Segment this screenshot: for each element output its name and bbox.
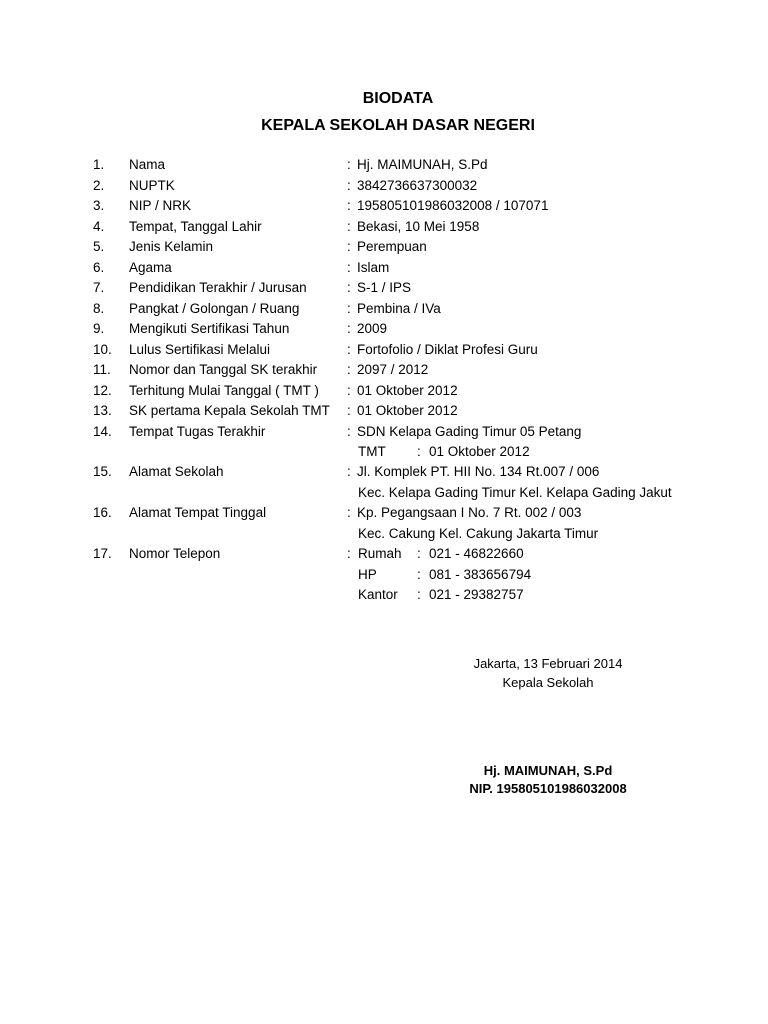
item-value: 2097 / 2012 — [357, 362, 429, 377]
item-number: 2. — [93, 177, 105, 193]
item-label: NUPTK — [129, 177, 175, 193]
item-value: 3842736637300032 — [357, 177, 478, 193]
item-number: 17. — [93, 546, 112, 561]
tmt-colon: : — [417, 444, 421, 459]
item-number: 10. — [93, 341, 112, 357]
item-label: Nama — [129, 157, 166, 172]
item-label: Alamat Tempat Tinggal — [129, 505, 267, 520]
item-label: Nomor dan Tanggal SK terakhir — [129, 362, 318, 377]
phone-colon: : — [417, 566, 421, 582]
item-value-line2: Kec. Cakung Kel. Cakung Jakarta Timur — [358, 525, 599, 541]
item-number: 15. — [93, 464, 112, 479]
item-label: NIP / NRK — [129, 198, 192, 213]
item-number: 11. — [93, 362, 111, 377]
item-colon: : — [347, 198, 351, 213]
item-colon: : — [347, 177, 351, 193]
phone-label: Rumah — [358, 546, 402, 561]
item-number: 5. — [93, 239, 105, 254]
tmt-label: TMT — [358, 444, 386, 459]
item-number: 16. — [93, 505, 112, 520]
item-number: 12. — [93, 382, 112, 398]
signature-role: Kepala Sekolah — [502, 675, 594, 690]
phone-label: Kantor — [358, 587, 398, 602]
tmt-value: 01 Oktober 2012 — [429, 444, 530, 459]
item-label: Tempat, Tanggal Lahir — [129, 218, 262, 234]
signature-nip: NIP. 195805101986032008 — [469, 781, 627, 796]
item-label: Terhitung Mulai Tanggal ( TMT ) — [129, 382, 319, 398]
item-value: 01 Oktober 2012 — [357, 403, 458, 418]
item-number: 9. — [93, 321, 105, 336]
item-value: Bekasi, 10 Mei 1958 — [357, 218, 480, 234]
item-colon: : — [347, 280, 351, 295]
item-value: Kp. Pegangsaan I No. 7 Rt. 002 / 003 — [357, 505, 582, 520]
item-label: SK pertama Kepala Sekolah TMT — [129, 403, 330, 418]
item-number: 3. — [93, 198, 105, 213]
item-colon: : — [347, 382, 351, 398]
item-label: Pangkat / Golongan / Ruang — [129, 300, 300, 316]
phone-colon: : — [417, 546, 421, 561]
signature-place-date: Jakarta, 13 Februari 2014 — [473, 656, 623, 671]
item-number: 13. — [93, 403, 112, 418]
item-colon: : — [347, 321, 351, 336]
item-colon: : — [347, 423, 351, 439]
item-value: Perempuan — [357, 239, 427, 254]
item-colon: : — [347, 218, 351, 234]
item-colon: : — [347, 505, 351, 520]
item-colon: : — [347, 362, 351, 377]
phone-colon: : — [417, 587, 421, 602]
signature-name: Hj. MAIMUNAH, S.Pd — [483, 763, 613, 778]
item-value: Fortofolio / Diklat Profesi Guru — [357, 341, 538, 357]
item-value: Pembina / IVa — [357, 300, 441, 316]
item-label: Mengikuti Sertifikasi Tahun — [129, 321, 290, 336]
item-colon: : — [347, 546, 351, 561]
phone-value: 021 - 46822660 — [429, 546, 524, 561]
item-value-line2: Kec. Kelapa Gading Timur Kel. Kelapa Gading Jakut — [358, 484, 672, 500]
item-label: Lulus Sertifikasi Melalui — [129, 341, 271, 357]
item-label: Tempat Tugas Terakhir — [129, 423, 266, 439]
item-label: Agama — [129, 259, 172, 275]
item-label: Nomor Telepon — [129, 546, 221, 561]
item-value: Hj. MAIMUNAH, S.Pd — [357, 157, 488, 172]
item-label: Jenis Kelamin — [129, 239, 214, 254]
item-colon: : — [347, 259, 351, 275]
item-label: Pendidikan Terakhir / Jurusan — [129, 280, 307, 295]
title-biodata: BIODATA — [362, 90, 434, 107]
item-colon: : — [347, 239, 351, 254]
item-value: 2009 — [357, 321, 388, 336]
item-value: 01 Oktober 2012 — [357, 382, 458, 398]
item-colon: : — [347, 300, 351, 316]
item-value: Islam — [357, 259, 390, 275]
phone-label: HP — [358, 566, 377, 582]
title-position: KEPALA SEKOLAH DASAR NEGERI — [261, 117, 535, 134]
item-value: Jl. Komplek PT. HII No. 134 Rt.007 / 006 — [357, 464, 600, 479]
item-colon: : — [347, 157, 351, 172]
item-number: 1. — [93, 157, 105, 172]
item-value: SDN Kelapa Gading Timur 05 Petang — [357, 423, 582, 439]
item-value: S-1 / IPS — [357, 280, 412, 295]
phone-value: 081 - 383656794 — [429, 566, 532, 582]
phone-value: 021 - 29382757 — [429, 587, 524, 602]
item-colon: : — [347, 341, 351, 357]
item-number: 8. — [93, 300, 105, 316]
item-number: 4. — [93, 218, 105, 234]
item-colon: : — [347, 403, 351, 418]
item-value: 195805101986032008 / 107071 — [357, 198, 549, 213]
item-number: 6. — [93, 259, 105, 275]
item-number: 14. — [93, 423, 112, 439]
item-label: Alamat Sekolah — [129, 464, 224, 479]
item-number: 7. — [93, 280, 105, 295]
item-colon: : — [347, 464, 351, 479]
